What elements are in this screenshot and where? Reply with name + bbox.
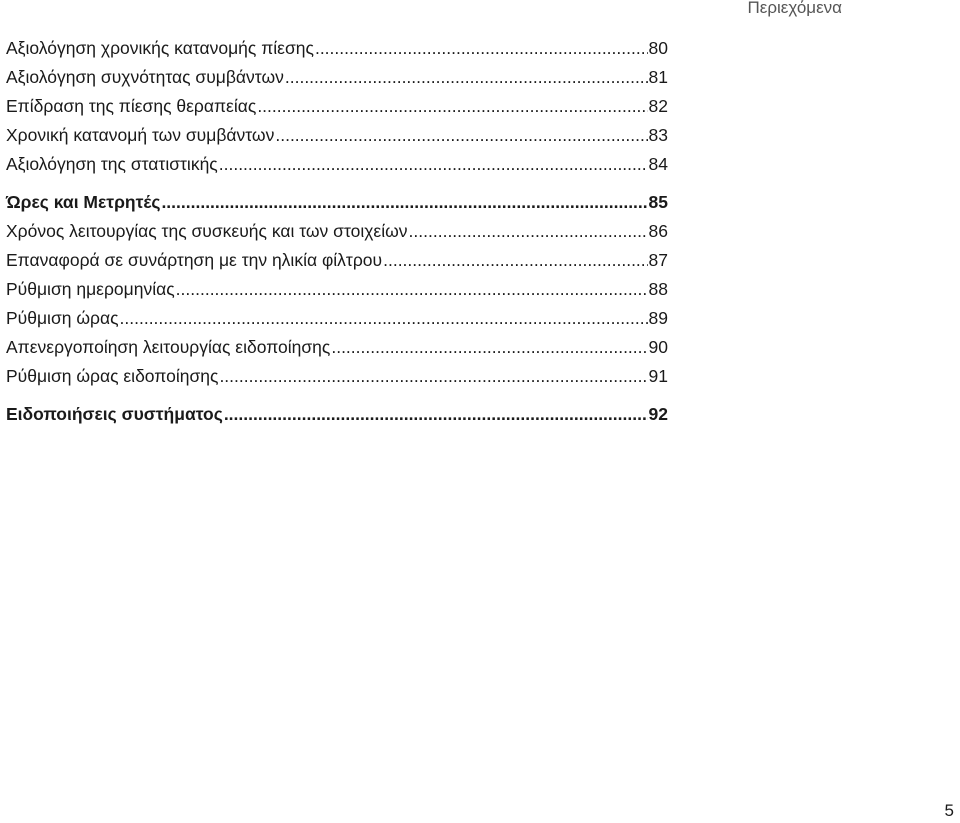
toc-entry[interactable] xyxy=(6,362,668,391)
toc-entry-label: Απενεργοποίηση λειτουργίας ειδοποίησης xyxy=(6,337,331,357)
toc-entry-label: Επαναφορά σε συνάρτηση με την ηλικία φίλτρου xyxy=(6,250,383,270)
toc-entry-page: 90 xyxy=(648,337,668,357)
toc-leader-dots xyxy=(409,217,648,246)
toc-leader-dots xyxy=(219,150,648,179)
toc-entry-page: 88 xyxy=(648,279,668,299)
toc-leader-dots xyxy=(331,333,647,362)
toc-entry-label: Αξιολόγηση χρονικής κατανομής πίεσης xyxy=(6,38,314,58)
toc-entry-page: 80 xyxy=(648,38,668,58)
toc-leader-dots xyxy=(275,121,647,150)
toc-section-label: Ώρες και Μετρητές xyxy=(6,192,161,212)
toc-leader-dots xyxy=(224,400,648,429)
toc-leader-dots xyxy=(120,304,648,333)
toc-entry-label: Ρύθμιση ώρας xyxy=(6,308,119,328)
toc-entry[interactable] xyxy=(6,333,668,362)
toc-entry-label: Ρύθμιση ημερομηνίας xyxy=(6,279,175,299)
page-number: 5 xyxy=(944,801,954,820)
toc-leader-dots xyxy=(219,362,647,391)
toc-entry[interactable] xyxy=(6,246,668,275)
toc-entry[interactable] xyxy=(6,217,668,246)
toc-entry-label: Χρόνος λειτουργίας της συσκευής και των στοιχείων xyxy=(6,221,408,241)
toc-entry[interactable] xyxy=(6,275,668,304)
toc-section-entry[interactable] xyxy=(6,188,668,217)
toc-section-page: 85 xyxy=(648,192,668,212)
toc-leader-dots xyxy=(176,275,648,304)
toc-entry[interactable] xyxy=(6,150,668,179)
toc-leader-dots xyxy=(161,188,647,217)
toc-entry-label: Χρονική κατανομή των συμβάντων xyxy=(6,125,275,145)
toc-entry-label: Αξιολόγηση συχνότητας συμβάντων xyxy=(6,67,284,87)
toc-leader-dots xyxy=(285,63,648,92)
toc-section-entry[interactable] xyxy=(6,400,668,429)
toc-leader-dots xyxy=(383,246,647,275)
toc-section-page: 92 xyxy=(648,404,668,424)
toc-entry-label: Επίδραση της πίεσης θεραπείας xyxy=(6,96,257,116)
toc-entry-label: Αξιολόγηση της στατιστικής xyxy=(6,154,218,174)
toc-entry[interactable] xyxy=(6,63,668,92)
toc-entry-label: Ρύθμιση ώρας ειδοποίησης xyxy=(6,366,219,386)
toc-entry-page: 89 xyxy=(648,308,668,328)
toc-entry-page: 82 xyxy=(648,96,668,116)
toc-entry-page: 84 xyxy=(648,154,668,174)
toc-section-label: Ειδοποιήσεις συστήματος xyxy=(6,404,223,424)
toc-entry-page: 83 xyxy=(648,125,668,145)
toc-entry-page: 87 xyxy=(648,250,668,270)
toc-entry[interactable] xyxy=(6,304,668,333)
toc-leader-dots xyxy=(257,92,647,121)
toc-entry-page: 81 xyxy=(648,67,668,87)
table-of-contents xyxy=(6,34,668,429)
toc-entry-page: 86 xyxy=(648,221,668,241)
toc-entry[interactable] xyxy=(6,121,668,150)
page-header-title: Περιεχόμενα xyxy=(747,0,842,17)
toc-entry-page: 91 xyxy=(648,366,668,386)
toc-entry[interactable] xyxy=(6,34,668,63)
toc-leader-dots xyxy=(315,34,648,63)
toc-entry[interactable] xyxy=(6,92,668,121)
